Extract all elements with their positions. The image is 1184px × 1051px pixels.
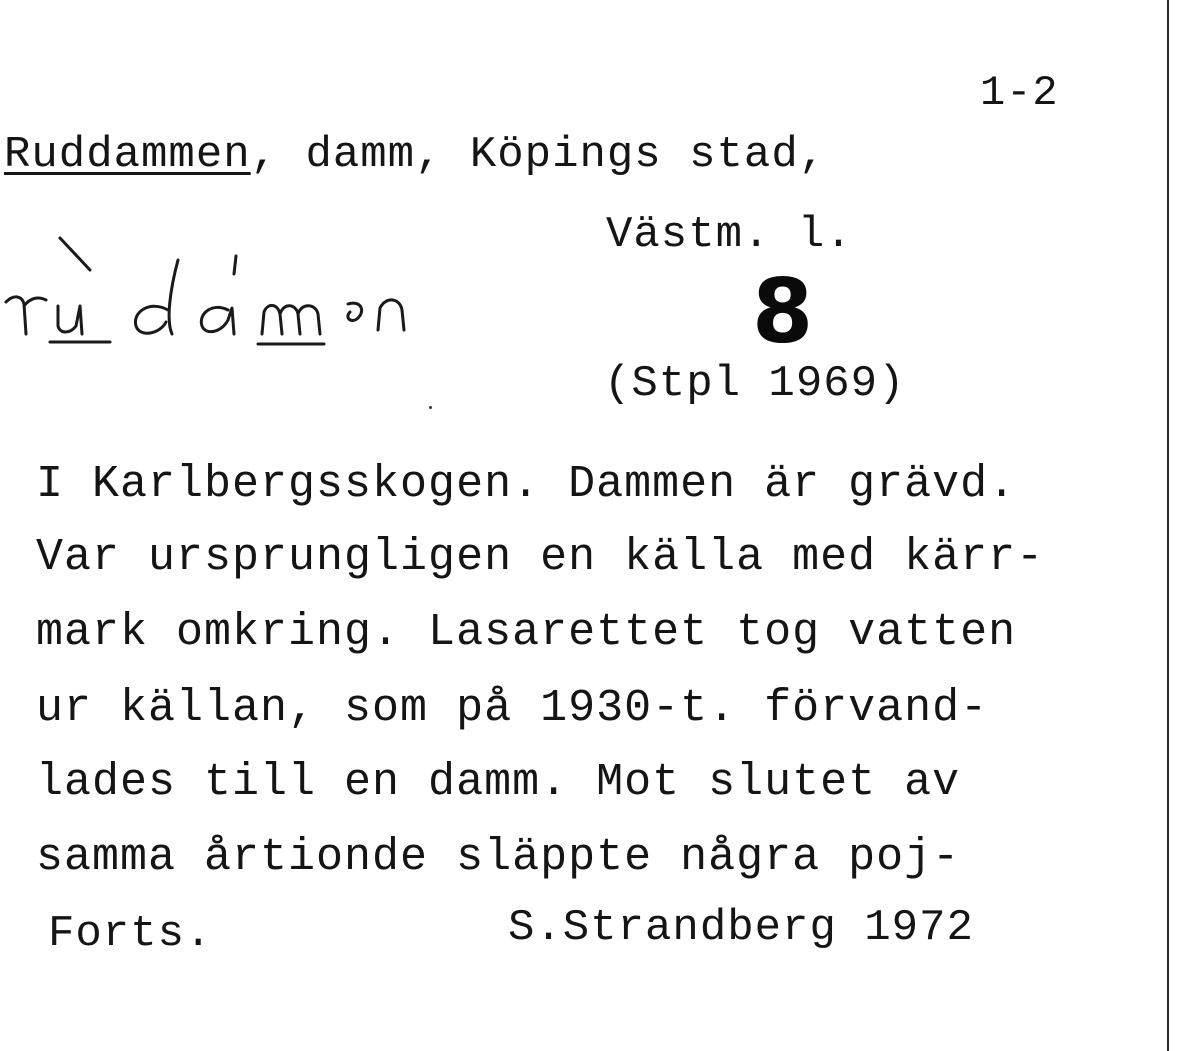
ink-speck [429,406,432,409]
headword-description: , damm, Köpings stad, [250,130,827,180]
card-edge-line [1167,0,1169,1051]
number-stamp: 8 [752,260,814,363]
body-line: I Karlbergsskogen. Dammen är grävd. [36,459,1017,510]
headword: Ruddammen [4,130,251,180]
body-line: mark omkring. Lasarettet tog vatten [36,607,1017,658]
body-line: samma årtionde släppte några poj- [36,832,961,883]
body-line: ur källan, som på 1930-t. förvand- [36,683,989,734]
body-line: Var ursprungligen en källa med kärr- [36,532,1045,583]
continued-note: Forts. [48,909,213,959]
handwritten-pronunciation [0,230,460,360]
county-label: Västm. l. [606,210,853,260]
author-signature: S.Strandberg 1972 [508,903,974,953]
source-reference: (Stpl 1969) [604,359,906,409]
body-line: lades till en damm. Mot slutet av [36,757,961,808]
card-number: 1-2 [980,69,1059,117]
headword-line [4,130,827,180]
